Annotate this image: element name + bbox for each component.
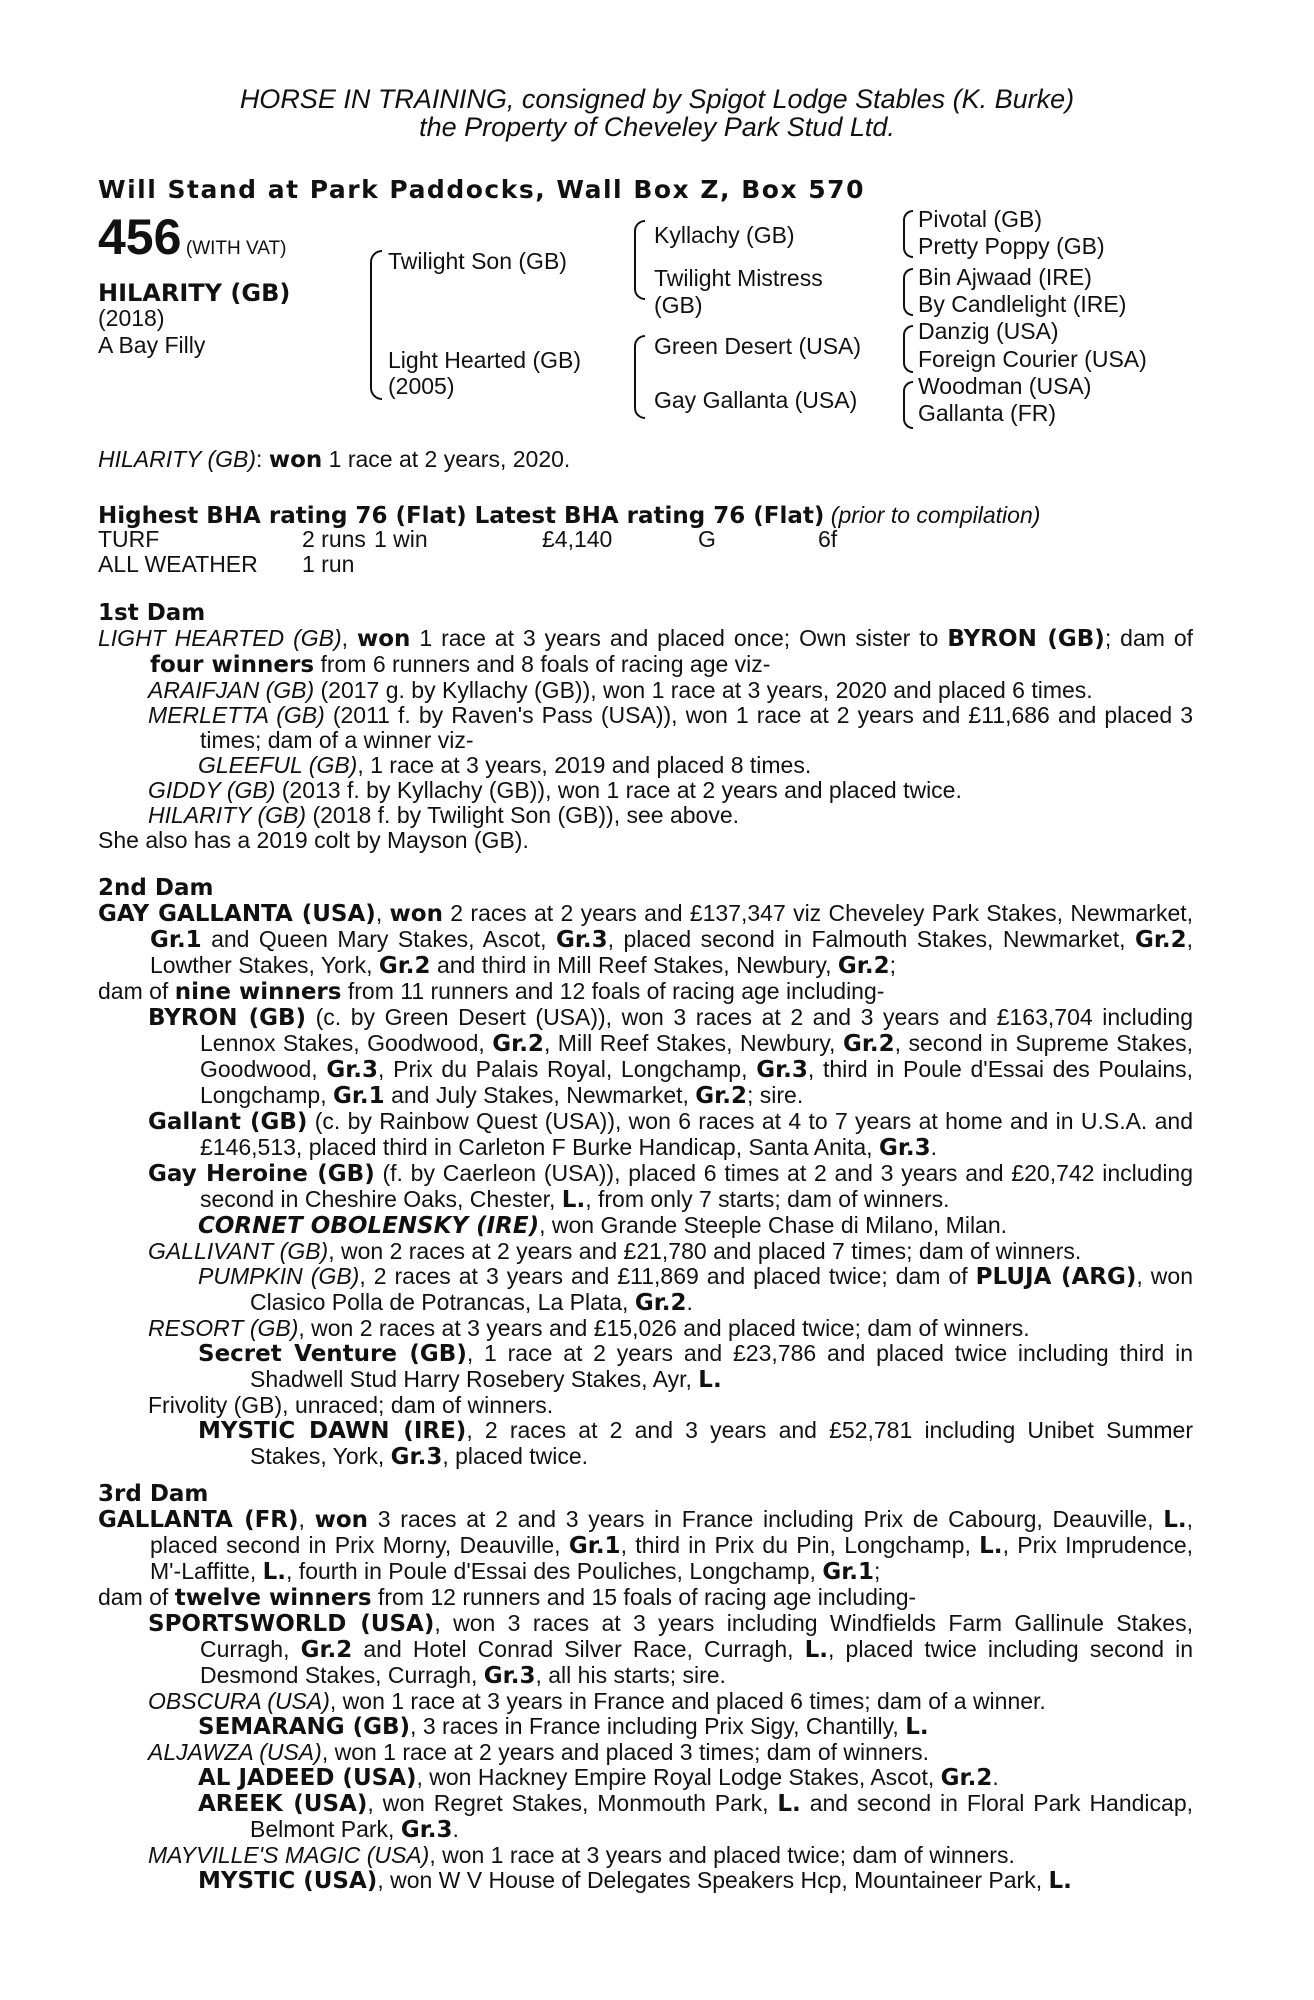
pedigree-dam-dam: Gay Gallanta (USA): [654, 387, 858, 413]
pedigree-ddd: Gallanta (FR): [918, 400, 1057, 426]
vat-note: (WITH VAT): [185, 238, 287, 259]
pedigree-sire-dam-suffix: (GB): [654, 292, 703, 318]
pedigree-sire-sire: Kyllachy (GB): [654, 222, 795, 248]
pedigree-sss: Pivotal (GB): [918, 206, 1042, 232]
pedigree-brace-3: [634, 335, 645, 419]
pedigree-dss: Danzig (USA): [918, 318, 1059, 344]
pedigree-brace-4: [903, 210, 913, 258]
horse-name: HILARITY (GB): [98, 279, 291, 307]
pedigree-dam-year: (2005): [388, 373, 455, 399]
lot-number: 456: [98, 209, 182, 265]
consignor-line: HORSE IN TRAINING, consigned by Spigot Lodge Stables (K. Burke): [239, 84, 1075, 114]
table-row: TURF 2 runs 1 win £4,140 G 6f: [98, 526, 838, 552]
lot-block: [98, 209, 287, 265]
pedigree-dds: Woodman (USA): [918, 373, 1092, 399]
first-dam-section: 1st Dam LIGHT HEARTED (GB), won 1 race at 3 years and placed once; Own sister to BYRON (GB); dam of four winners from 6 runners and 8 foals of racing age viz- ARAIFJAN (GB) (2017 g. by Kyllachy (GB)), won 1 race at 3 years, 2020 and placed 6 times. MERLETTA (GB) (2011 f. by Raven's Pass (USA)), won 1 race at 2 years and £11,686 and placed 3 times; dam of a winner viz- GLEEFUL (GB), 1 race at 3 years, 2019 and placed 8 times. GIDDY (GB) (2013 f. by Kyllachy (GB)), won 1 race at 2 years and placed twice. HILARITY (GB) (2018 f. by Twilight Son (GB)), see above. She also has a 2019 colt by Mayson (GB).: [98, 600, 1194, 853]
section-heading: 2nd Dam: [98, 875, 214, 901]
horse-year: (2018): [98, 305, 165, 331]
pedigree-sdd: By Candlelight (IRE): [918, 291, 1127, 317]
race-summary: HILARITY (GB): won 1 race at 2 years, 2020.: [98, 446, 571, 473]
pedigree-brace-1: [370, 250, 382, 400]
pedigree-sire: Twilight Son (GB): [388, 248, 567, 274]
pedigree-sire-dam: Twilight Mistress: [654, 265, 823, 291]
property-line: the Property of Cheveley Park Stud Ltd.: [419, 112, 895, 142]
bha-rating: Highest BHA rating 76 (Flat) Latest BHA rating 76 (Flat) (prior to compilation): [98, 502, 1041, 529]
second-dam-section: 2nd Dam GAY GALLANTA (USA), won 2 races at 2 years and £137,347 viz Cheveley Park Stakes, Newmarket, Gr.1 and Queen Mary Stakes, Ascot, Gr.3, placed second in Falmouth Stakes, Newmarket, Gr.2, Lowther Stakes, York, Gr.2 and third in Mill Reef Stakes, Newbury, Gr.2; dam of nine winners from 11 runners and 12 foals of racing age including- BYRON (GB) (c. by Green Desert (USA)), won 3 races at 2 and 3 years and £163,704 including Lennox Stakes, Goodwood, Gr.2, Mill Reef Stakes, Newbury, Gr.2, second in Supreme Stakes, Goodwood, Gr.3, Prix du Palais Royal, Longchamp, Gr.3, third in Poule d'Essai des Poulains, Longchamp, Gr.1 and July Stakes, Newmarket, Gr.2; sire. Gallant (GB) (c. by Rainbow Quest (USA)), won 6 races at 4 to 7 years at home and in U.S.A. and £146,513, placed third in Carleton F Burke Handicap, Santa Anita, Gr.3. Gay Heroine (GB) (f. by Caerleon (USA)), placed 6 times at 2 and 3 years and £20,742 including second in Cheshire Oaks, Chester, L., from only 7 starts; dam of winners. CORNET OBOLENSKY (IRE), won Grande Steeple Chase di Milano, Milan. GALLIVANT (GB), won 2 races at 2 years and £21,780 and placed 7 times; dam of winners. PUMPKIN (GB), 2 races at 3 years and £11,869 and placed twice; dam of PLUJA (ARG), won Clasico Polla de Potrancas, La Plata, Gr.2. RESORT (GB), won 2 races at 3 years and £15,026 and placed twice; dam of winners. Secret Venture (GB), 1 race at 2 years and £23,786 and placed twice including third in Shadwell Stud Harry Rosebery Stakes, Ayr, L. Frivolity (GB), unraced; dam of winners. MYSTIC DAWN (IRE), 2 races at 2 and 3 years and £52,781 including Unibet Summer Stakes, York, Gr.3, placed twice.: [98, 875, 1194, 1470]
third-dam-section: 3rd Dam GALLANTA (FR), won 3 races at 2 and 3 years in France including Prix de Cabourg, Deauville, L., placed second in Prix Morny, Deauville, Gr.1, third in Prix du Pin, Longchamp, L., Prix Imprudence, M'-Laffitte, L., fourth in Poule d'Essai des Pouliches, Longchamp, Gr.1; dam of twelve winners from 12 runners and 15 foals of racing age including- SPORTSWORLD (USA), won 3 races at 3 years including Windfields Farm Gallinule Stakes, Curragh, Gr.2 and Hotel Conrad Silver Race, Curragh, L., placed twice including second in Desmond Stakes, Curragh, Gr.3, all his starts; sire. OBSCURA (USA), won 1 race at 3 years in France and placed 6 times; dam of a winner. SEMARANG (GB), 3 races in France including Prix Sigy, Chantilly, L. ALJAWZA (USA), won 1 race at 2 years and placed 3 times; dam of winners. AL JADEED (USA), won Hackney Empire Royal Lodge Stakes, Ascot, Gr.2. AREEK (USA), won Regret Stakes, Monmouth Park, L. and second in Floral Park Handicap, Belmont Park, Gr.3. MAYVILLE'S MAGIC (USA), won 1 race at 3 years and placed twice; dam of winners. MYSTIC (USA), won W V House of Delegates Speakers Hcp, Mountaineer Park, L.: [98, 1481, 1194, 1894]
pedigree-dam-sire: Green Desert (USA): [654, 333, 862, 359]
pedigree-dam: Light Hearted (GB): [388, 347, 582, 373]
race-record-table: [98, 527, 837, 577]
pedigree-brace-6: [903, 325, 913, 373]
section-heading: 3rd Dam: [98, 1481, 209, 1507]
pedigree-dsd: Foreign Courier (USA): [918, 346, 1147, 372]
section-heading: 1st Dam: [98, 600, 206, 626]
horse-description: A Bay Filly: [98, 332, 206, 358]
stand-location: Will Stand at Park Paddocks, Wall Box Z, Box 570: [98, 175, 865, 204]
pedigree-sds: Bin Ajwaad (IRE): [918, 264, 1092, 290]
pedigree-brace-5: [903, 268, 913, 316]
pedigree-brace-7: [903, 381, 913, 429]
pedigree-brace-2: [634, 220, 645, 300]
pedigree-ssd: Pretty Poppy (GB): [918, 233, 1105, 259]
table-row: ALL WEATHER 1 run: [98, 551, 355, 577]
